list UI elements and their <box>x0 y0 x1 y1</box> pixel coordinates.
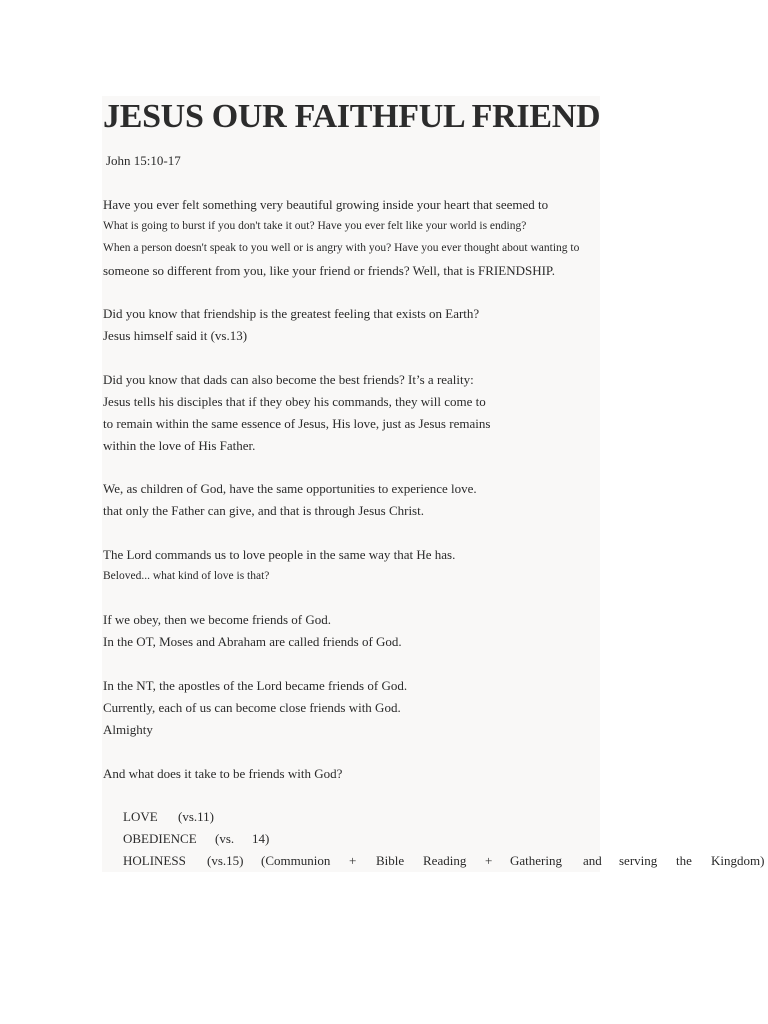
paragraph-line: Have you ever felt something very beautiful growing inside your heart that seemed to <box>103 197 549 212</box>
paragraph-line: Jesus himself said it (vs.13) <box>103 328 248 343</box>
list-item-holiness <box>123 851 765 871</box>
paragraph-line: Almighty <box>103 722 153 737</box>
paragraph-line: When a person doesn't speak to you well or is angry with you? Have you ever thought about wanting to <box>103 242 580 254</box>
list-item-word: Kingdom) <box>711 853 765 868</box>
paragraph-line: Did you know that dads can also become the best friends? It’s a reality: <box>103 372 474 387</box>
paragraph-line: In the OT, Moses and Abraham are called friends of God. <box>103 634 402 649</box>
paragraph-line: that only the Father can give, and that is through Jesus Christ. <box>103 503 424 518</box>
paragraph-line: Beloved... what kind of love is that? <box>103 570 270 582</box>
paragraph-line: We, as children of God, have the same opportunities to experience love. <box>103 481 477 496</box>
list-item-obedience <box>123 829 283 849</box>
list-item-word: Reading <box>423 853 467 868</box>
paragraph-line: The Lord commands us to love people in the same way that He has. <box>103 547 456 562</box>
document-title: JESUS OUR FAITHFUL FRIEND <box>103 98 601 135</box>
list-item-word: (Communion <box>261 853 331 868</box>
list-item-word: Gathering <box>510 853 562 868</box>
list-item-verse: (vs.15) <box>207 853 244 868</box>
paragraph-line: And what does it take to be friends with God? <box>103 766 343 781</box>
paragraph-line: If we obey, then we become friends of God. <box>103 612 332 627</box>
list-item-love <box>123 807 283 827</box>
paragraph-line: Jesus tells his disciples that if they obey his commands, they will come to <box>103 394 486 409</box>
scripture-reference: John 15:10-17 <box>106 153 181 168</box>
list-item-word: and <box>583 853 602 868</box>
list-item-term: LOVE <box>123 809 158 824</box>
paragraph-line: Currently, each of us can become close friends with God. <box>103 700 401 715</box>
list-item-verse: (vs.11) <box>178 809 214 824</box>
list-item-term: HOLINESS <box>123 853 186 868</box>
list-item-word: serving <box>619 853 658 868</box>
list-item-word: + <box>485 853 493 868</box>
list-item-word: + <box>349 853 357 868</box>
paragraph-line: Did you know that friendship is the greatest feeling that exists on Earth? <box>103 306 480 321</box>
list-item-verse: 14) <box>252 831 270 846</box>
list-item-verse: (vs. <box>215 831 235 846</box>
paragraph-line: In the NT, the apostles of the Lord became friends of God. <box>103 678 408 693</box>
list-item-word: Bible <box>376 853 405 868</box>
paragraph-line: What is going to burst if you don't take it out? Have you ever felt like your world is ending? <box>103 220 527 232</box>
paragraph-line: within the love of His Father. <box>103 438 256 453</box>
paragraph-line: someone so different from you, like your friend or friends? Well, that is FRIENDSHIP. <box>103 263 555 278</box>
paragraph-line: to remain within the same essence of Jesus, His love, just as Jesus remains <box>103 416 491 431</box>
list-item-word: the <box>676 853 692 868</box>
list-item-term: OBEDIENCE <box>123 831 197 846</box>
